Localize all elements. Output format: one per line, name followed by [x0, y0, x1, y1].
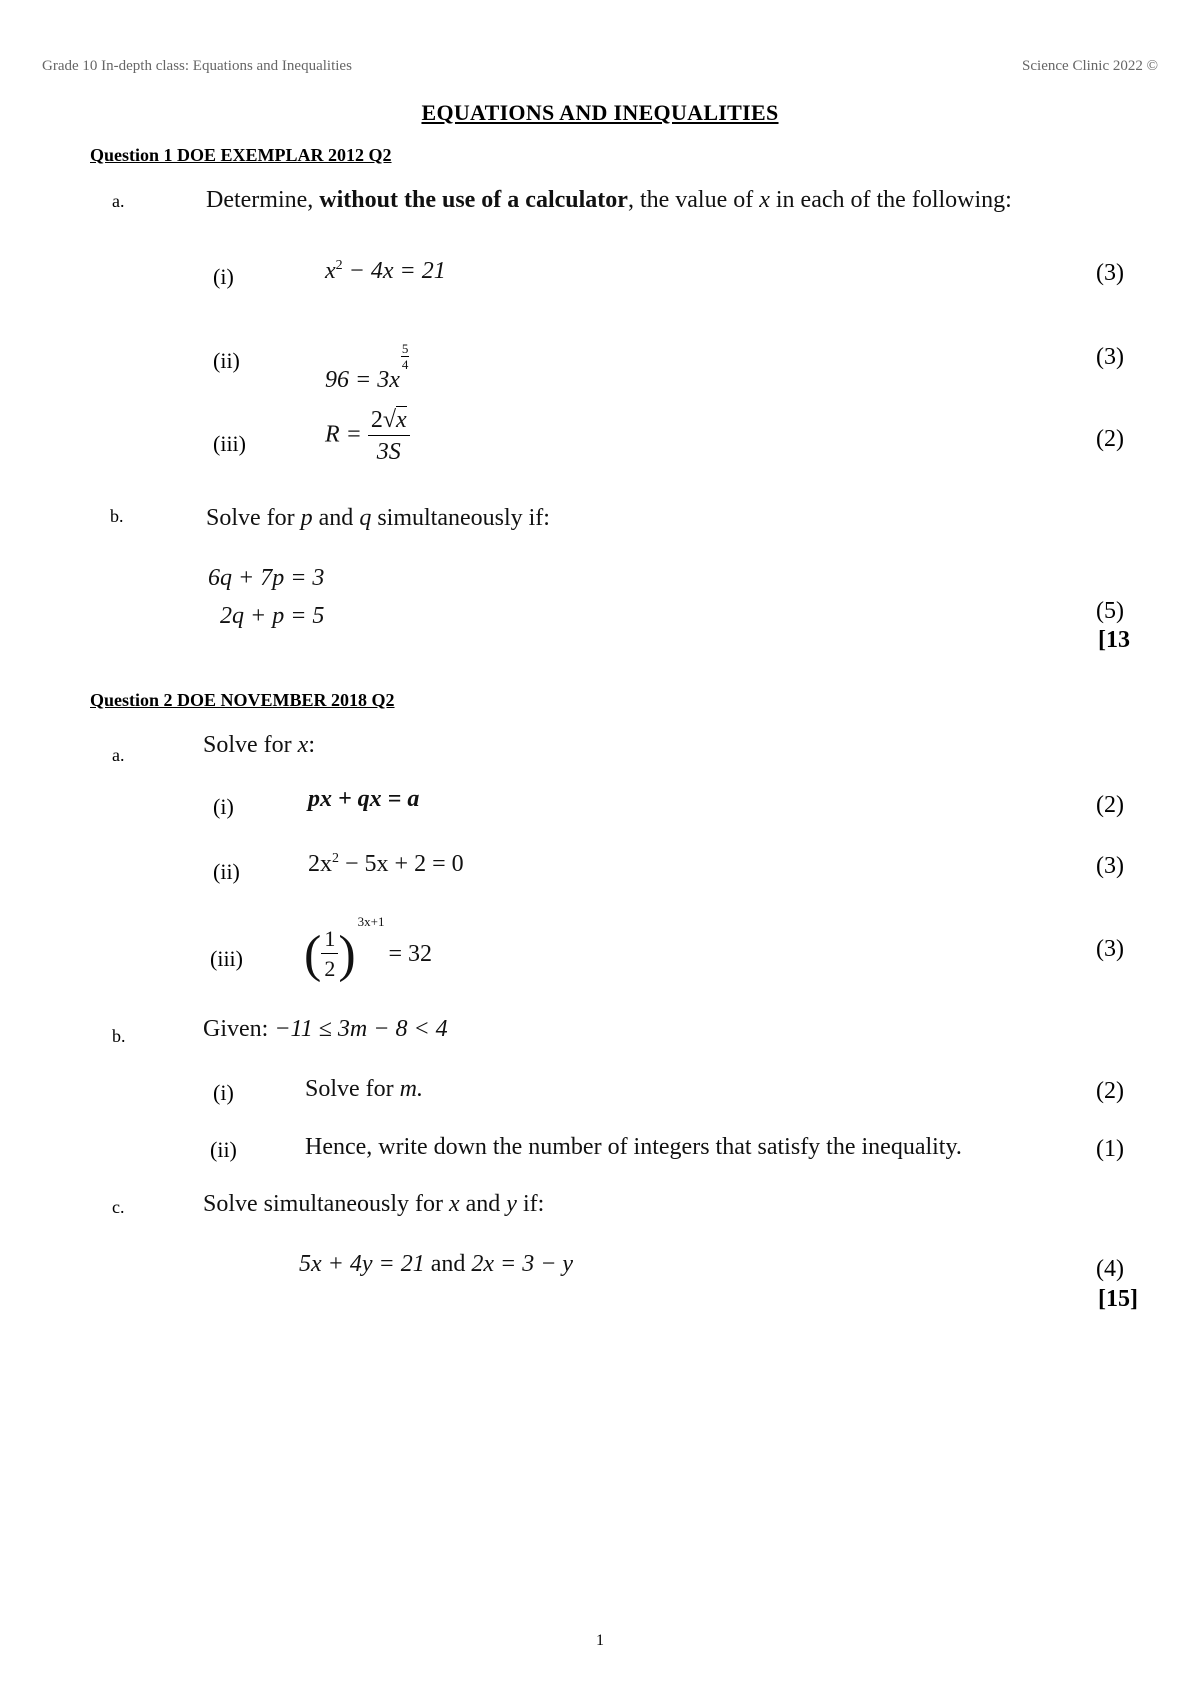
q2-total: [15]: [1098, 1286, 1138, 1312]
q2-a-iii-equation: [304, 914, 432, 984]
q2-a-ii-label: (ii): [213, 859, 240, 884]
left-paren-icon: (: [304, 925, 322, 983]
q1-a-i-x: x: [325, 258, 336, 284]
q1-a-i-exp: 2: [335, 258, 343, 273]
q1-b-and: and: [312, 505, 360, 531]
q1-a-i-equation: [325, 258, 446, 285]
q2-a-stmt: Solve for: [203, 732, 298, 758]
q1-a-iii-label: (iii): [213, 431, 246, 456]
q2-a-ii-equation: [308, 851, 464, 878]
q1-b-equation-1: 6q + 7p = 3: [208, 565, 325, 591]
q2-c-marks: (4): [1096, 1256, 1124, 1282]
q2-a-iii-den: 2: [324, 956, 336, 982]
q1-a-iii-marks: (2): [1096, 426, 1124, 452]
q2-a-ii-post: − 5x + 2 = 0: [339, 851, 464, 877]
header-left: Grade 10 In-depth class: Equations and Inequalities: [42, 58, 352, 74]
q2-a-ii-exp: 2: [332, 851, 339, 866]
q2-a-iii-rhs: = 32: [388, 940, 433, 967]
q1-a-i-marks: (3): [1096, 260, 1124, 286]
q1-a-letter: a.: [112, 191, 125, 211]
q1-a-stmt-mid: , the value of: [627, 187, 760, 213]
q1-total: [13: [1098, 627, 1130, 653]
q1-a-ii-exp-num: 5: [401, 341, 409, 356]
q2-a-colon: :: [308, 732, 315, 758]
header-right: Science Clinic 2022 ©: [1022, 58, 1158, 74]
q2-c-and: and: [459, 1191, 507, 1217]
q1-b-stmt-post: simultaneously if:: [371, 505, 550, 531]
q2-c-if: if:: [516, 1191, 545, 1217]
q2-b-i-text: [305, 1076, 423, 1103]
q1-a-iii-equation: [325, 408, 410, 464]
q1-b-equation-2: 2q + p = 5: [220, 603, 325, 629]
q2-b-letter: b.: [112, 1026, 126, 1046]
q1-a-stmt-pre: Determine,: [206, 187, 320, 213]
q2-b-ii-text: Hence, write down the number of integers that satisfy the inequality.: [305, 1134, 962, 1160]
q2-c-equations: [299, 1251, 573, 1278]
q1-a-i-rest: − 4x = 21: [342, 258, 446, 284]
q2-c-eq1: 5x + 4y = 21: [299, 1251, 425, 1277]
q2-c-stmt: Solve simultaneously for: [203, 1191, 449, 1217]
q2-b-i-label: (i): [213, 1080, 234, 1105]
q1-a-ii-equation: [325, 342, 409, 394]
right-paren-icon: ): [338, 925, 356, 983]
q1-a-ii-exp-den: 4: [401, 357, 409, 372]
q2-a-iii-exp: 3x+1: [357, 914, 385, 929]
q2-b-inequality: −11 ≤ 3m − 8 < 4: [274, 1016, 448, 1042]
q2-a-statement: [203, 732, 315, 759]
q2-b-ii-marks: (1): [1096, 1136, 1124, 1162]
q1-a-i-label: (i): [213, 264, 234, 289]
q1-a-iii-numerator: [368, 408, 410, 436]
q2-b-statement: [203, 1016, 448, 1043]
q2-b-ii-label: (ii): [210, 1137, 237, 1162]
q1-a-iii-lhs: R =: [325, 421, 362, 448]
q1-a-ii-label: (ii): [213, 348, 240, 373]
q2-c-var-x: x: [448, 1191, 460, 1217]
q1-b-statement: [206, 505, 550, 532]
q2-b-i-text-body: Solve for: [305, 1076, 400, 1102]
sqrt-icon: √: [382, 407, 397, 433]
q2-b-i-marks: (2): [1096, 1078, 1124, 1104]
q1-a-statement: [206, 187, 1012, 214]
q1-a-stmt-var: x: [759, 187, 770, 213]
q2-b-i-var: m.: [399, 1076, 423, 1102]
q1-a-ii-lhs: 96 = 3x: [325, 367, 400, 393]
q2-a-i-marks: (2): [1096, 792, 1124, 818]
q1-a-iii-coef: 2: [370, 407, 383, 433]
q1-a-ii-exponent: [401, 342, 410, 371]
q1-a-ii-marks: (3): [1096, 344, 1124, 370]
q2-a-iii-num: 1: [321, 928, 338, 954]
question-2-heading: Question 2 DOE NOVEMBER 2018 Q2: [90, 690, 395, 710]
q1-a-stmt-post: in each of the following:: [769, 187, 1012, 213]
q2-a-iii-fraction: [321, 928, 338, 980]
q2-c-var-y: y: [506, 1191, 517, 1217]
q2-c-eq2: 2x = 3 − y: [471, 1251, 574, 1277]
q2-c-letter: c.: [112, 1197, 125, 1217]
q2-a-iii-marks: (3): [1096, 936, 1124, 962]
q1-b-stmt-pre: Solve for: [206, 505, 301, 531]
q2-a-ii-pre: 2x: [308, 851, 332, 877]
q1-b-marks: (5): [1096, 598, 1124, 624]
q1-a-iii-denominator: 3S: [376, 439, 401, 465]
q1-a-stmt-bold: without the use of a calculator: [319, 187, 628, 213]
q1-a-iii-radicand: x: [396, 407, 407, 433]
q2-c-statement: [203, 1191, 544, 1218]
q2-b-given: Given:: [203, 1016, 275, 1042]
question-1-heading: Question 1 DOE EXEMPLAR 2012 Q2: [90, 145, 392, 165]
q2-a-var: x: [297, 732, 309, 758]
q1-b-var-p: p: [300, 505, 313, 531]
q1-b-letter: b.: [110, 506, 124, 526]
q2-c-eq-and: and: [424, 1251, 472, 1277]
q2-a-ii-marks: (3): [1096, 853, 1124, 879]
page-number: 1: [596, 1632, 604, 1649]
q1-b-var-q: q: [359, 505, 372, 531]
q2-a-i-label: (i): [213, 794, 234, 819]
q2-a-letter: a.: [112, 745, 125, 765]
q2-a-iii-label: (iii): [210, 946, 243, 971]
q1-a-iii-fraction: [368, 408, 410, 464]
q2-a-i-equation: px + qx = a: [308, 786, 420, 812]
page-title: EQUATIONS AND INEQUALITIES: [421, 100, 779, 125]
